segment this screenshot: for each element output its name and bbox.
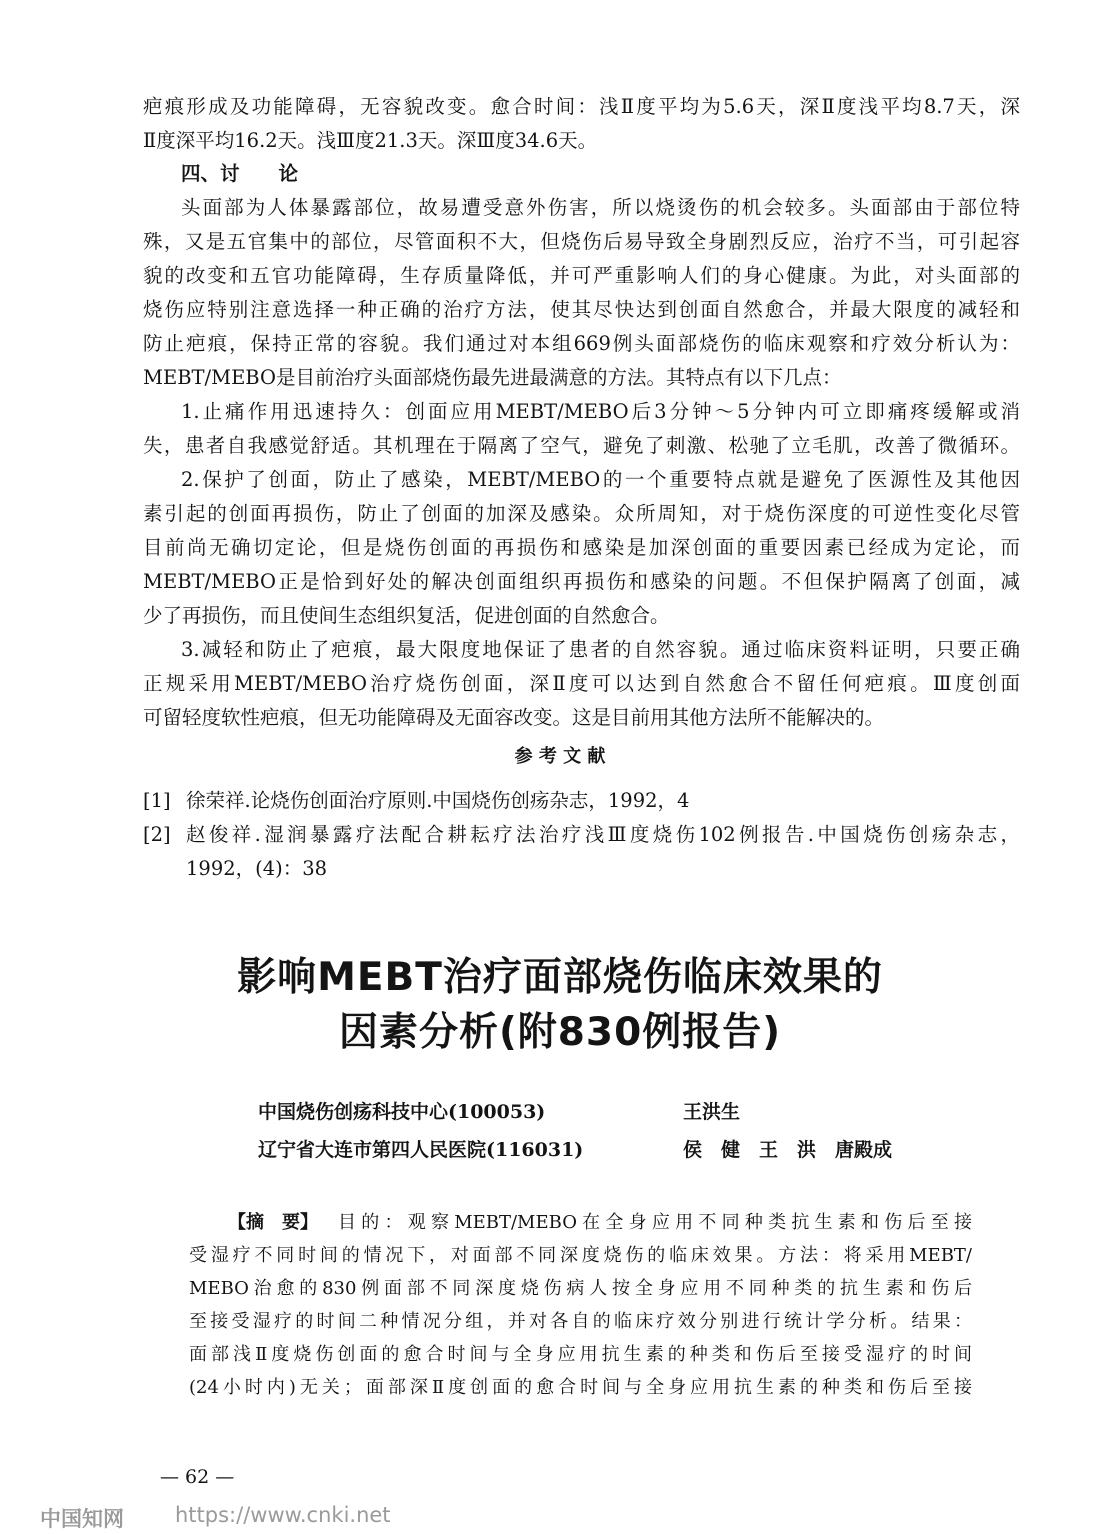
abstract-line: MEBO治愈的830例面部不同深度烧伤病人按全身应用不同种类的抗生素和伤后 [189,1278,972,1299]
article-title-line-1: 影响MEBT治疗面部烧伤临床效果的 [237,955,883,1000]
body-text-line: 2.保护了创面，防止了感染，MEBT/MEBO的一个重要特点就是避免了医源性及其他因 [181,468,1020,491]
article-title-line-2: 因素分析(附830例报告) [338,1010,782,1055]
body-text-line: 疤痕形成及功能障碍，无容貌改变。愈合时间：浅Ⅱ度平均为5.6天，深Ⅱ度浅平均8.7天，深 [143,95,1020,118]
body-text-line: Ⅱ度深平均16.2天。浅Ⅲ度21.3天。深Ⅲ度34.6天。 [143,129,598,152]
abstract-line: 受湿疗不同时间的情况下，对面部不同深度烧伤的临床效果。方法：将采用MEBT/ [189,1245,972,1266]
reference-number: [1] [143,789,171,812]
footer-url-link[interactable]: https://www.cnki.net [175,1503,391,1527]
body-text-line: 头面部为人体暴露部位，故易遭受意外伤害，所以烧烫伤的机会较多。头面部由于部位特 [181,196,1020,219]
body-text-line: 3.减轻和防止了疤痕，最大限度地保证了患者的自然容貌。通过临床资料证明，只要正确 [181,638,1020,661]
abstract-line: 至接受湿疗的时间二种情况分组，并对各自的临床疗效分别进行统计学分析。结果： [189,1311,972,1332]
body-text-line: MEBT/MEBO正是恰到好处的解决创面组织再损伤和感染的问题。不但保护隔离了创面，减 [143,570,1020,593]
affiliation-authors: 侯 健 王 洪 唐殿成 [683,1139,893,1161]
body-text-line: 烧伤应特别注意选择一种正确的治疗方法，使其尽快达到创面自然愈合，并最大限度的减轻和 [143,298,1020,321]
affiliation-org: 辽宁省大连市第四人民医院(116031) [258,1139,584,1161]
body-text-line: 貌的改变和五官功能障碍，生存质量降低，并可严重影响人们的身心健康。为此，对头面部的 [143,264,1020,287]
reference-number: [2] [143,823,171,846]
affiliation-org: 中国烧伤创疡科技中心(100053) [258,1101,546,1123]
reference-text: 赵俊祥.湿润暴露疗法配合耕耘疗法治疗浅Ⅲ度烧伤102例报告.中国烧伤创疡杂志， [186,823,1020,846]
affiliation-authors: 王洪生 [683,1101,741,1123]
abstract-line: (24小时内)无关；面部深Ⅱ度创面的愈合时间与全身应用抗生素的种类和伤后至接 [189,1377,972,1398]
body-text-line: 殊，又是五官集中的部位，尽管面积不大，但烧伤后易导致全身剧烈反应，治疗不当，可引起容 [143,230,1020,253]
body-text-line: 可留轻度软性疤痕，但无功能障碍及无面容改变。这是目前用其他方法所不能解决的。 [143,706,885,729]
page-number: — 62 — [160,1466,235,1488]
abstract-line: 面部浅Ⅱ度烧伤创面的愈合时间与全身应用抗生素的种类和伤后至接受湿疗的时间 [189,1344,972,1365]
section-heading: 四、讨 论 [181,162,299,185]
footer-brand: 中国知网 [40,1507,124,1531]
body-text-line: 少了再损伤，而且使间生态组织复活，促进创面的自然愈合。 [143,604,670,627]
abstract-line: 目的：观察MEBT/MEBO在全身应用不同种类抗生素和伤后至接 [338,1212,972,1233]
abstract-label: 【摘 要】 [228,1212,318,1233]
reference-text: 1992，(4)：38 [186,857,328,880]
reference-text: 徐荣祥.论烧伤创面治疗原则.中国烧伤创疡杂志，1992，4 [186,789,690,812]
body-text-line: 失，患者自我感觉舒适。其机理在于隔离了空气，避免了刺激、松驰了立毛肌，改善了微循环。 [143,434,1020,457]
body-text-line: 正规采用MEBT/MEBO治疗烧伤创面，深Ⅱ度可以达到自然愈合不留任何疤痕。Ⅲ度创面 [143,672,1020,695]
body-text-line: 1.止痛作用迅速持久：创面应用MEBT/MEBO后3分钟～5分钟内可立即痛疼缓解或消 [181,400,1020,423]
body-text-line: 素引起的创面再损伤，防止了创面的加深及感染。众所周知，对于烧伤深度的可逆性变化尽管 [143,502,1020,525]
body-text-line: 目前尚无确切定论，但是烧伤创面的再损伤和感染是加深创面的重要因素已经成为定论，而 [143,536,1020,559]
references-heading: 参 考 文 献 [514,746,606,767]
body-text-line: MEBT/MEBO是目前治疗头面部烧伤最先进最满意的方法。其特点有以下几点： [143,366,842,389]
body-text-line: 防止疤痕，保持正常的容貌。我们通过对本组669例头面部烧伤的临床观察和疗效分析认为： [143,332,1020,355]
